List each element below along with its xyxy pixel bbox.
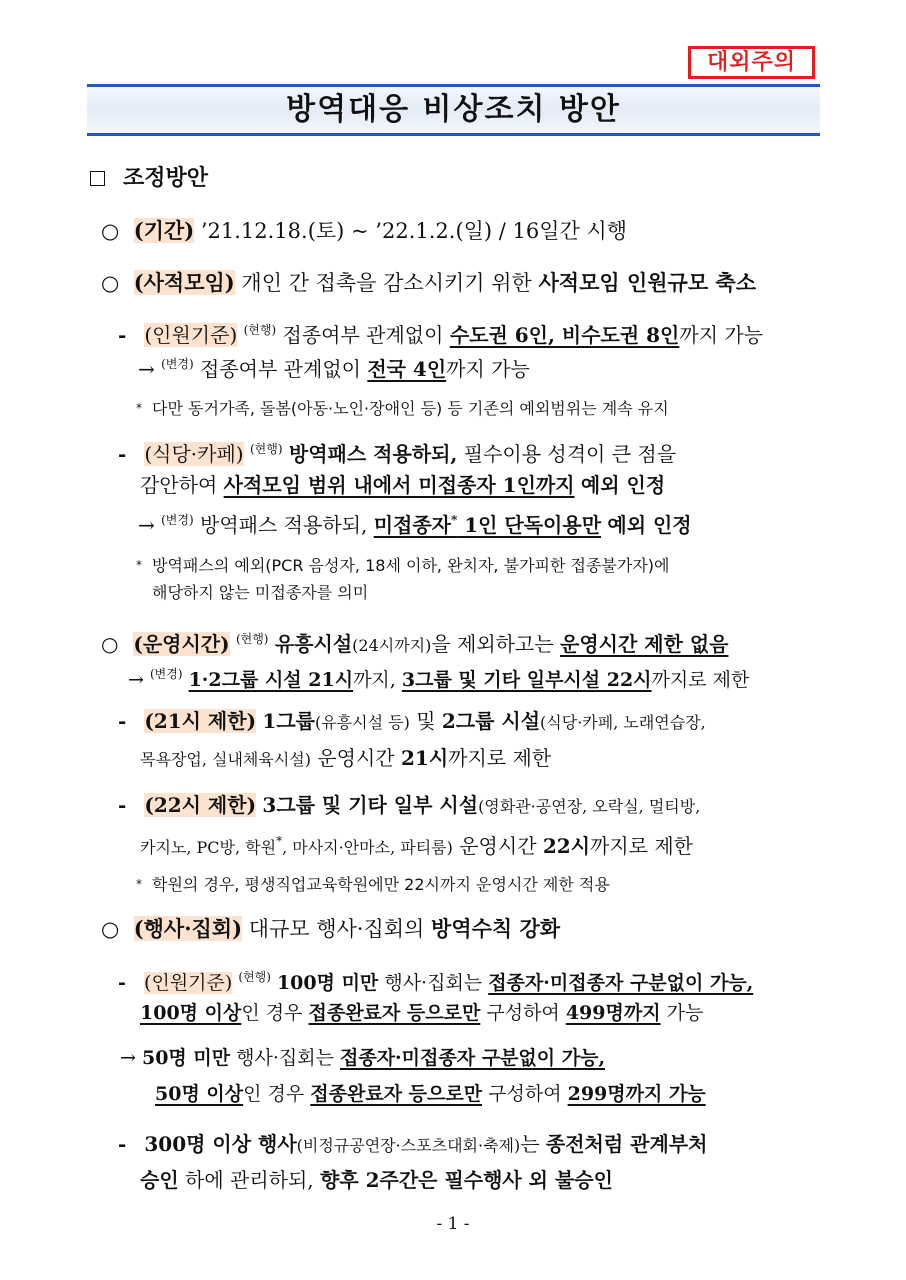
dash-bullet: - [118, 1132, 127, 1156]
circle-bullet-icon: ○ [101, 632, 119, 656]
gathering-sub1-note: * 다만 동거가족, 돌봄(아동·노인·장애인 등) 등 기존의 예외범위는 계속 유지 [136, 399, 669, 418]
circle-bullet-icon: ○ [101, 219, 120, 243]
arrow-right-icon: → [138, 513, 155, 537]
gathering-sub1-line2: → $^{(변경)}$ 접종여부 관계없이 전국 4인까지 가능 [138, 357, 530, 381]
dash-bullet: - [118, 323, 127, 347]
page-title: 방역대응 비상조치 방안 [286, 92, 621, 127]
events-sub1-line3: → 50명 미만 행사·집회는 접종자·미접종자 구분없이 가능, [120, 1047, 606, 1069]
events-item: ○ (행사·집회) 대규모 행사·집회의 방역수칙 강화 [101, 914, 560, 944]
gathering-sub2-note2: 해당하지 않는 미접종자를 의미 [152, 583, 369, 602]
hours-sub2-line1: - (22시 제한) 3그룹 및 기타 일부 시설(영화관·공연장, 오락실, 멀티방, [118, 790, 700, 822]
dash-bullet: - [118, 793, 127, 817]
gathering-sub2-note1: * 방역패스의 예외(PCR 음성자, 18세 이하, 완치자, 불가피한 접종불가자)에 [136, 556, 670, 575]
hours-sub2-note: * 학원의 경우, 평생직업교육학원에만 22시까지 운영시간 제한 적용 [136, 875, 610, 894]
events-sub1-line2: 100명 이상인 경우 접종완료자 등으로만 구성하여 499명까지 가능 [140, 1002, 704, 1024]
gathering-sub2-line2: 감안하여 사적모임 범위 내에서 미접종자 1인까지 예외 인정 [140, 473, 666, 497]
arrow-right-icon: → [120, 1047, 136, 1069]
events-sub2-line1: - 300명 이상 행사(비정규공연장·스포츠대회·축제)는 종전처럼 관계부처 [118, 1129, 707, 1161]
dash-bullet: - [118, 972, 126, 994]
hours-item: ○ (운영시간) $^{(현행)}$ 유흥시설(24시까지)을 제외하고는 운영시간 제한 없음 [101, 624, 729, 661]
dash-bullet: - [118, 709, 127, 733]
hours-sub1-line1: - (21시 제한) 1그룹(유흥시설 등) 및 2그룹 시설(식당·카페, 노래연습장, [118, 706, 706, 738]
gathering-sub2-line3: → $^{(변경)}$ 방역패스 적용하되, 미접종자* 1인 단독이용만 예외 인정 [138, 513, 692, 537]
confidential-stamp: 대외주의 [688, 46, 815, 79]
hours-sub2-line2: 카지노, PC방, 학원*, 마사지·안마소, 파티룸) 운영시간 22시까지로 제한 [140, 834, 693, 858]
dash-bullet: - [118, 442, 127, 466]
section-heading: 조정방안 [90, 163, 208, 194]
gathering-item: ○ (사적모임) 개인 간 접촉을 감소시키기 위한 사적모임 인원규모 축소 [101, 268, 756, 298]
hours-change: → $^{(변경)}$ 1·2그룹 시설 21시까지, 3그룹 및 기타 일부시설 22시까지로 제한 [128, 667, 750, 691]
page-number: - 1 - [436, 1214, 470, 1234]
checkbox-square-icon [90, 171, 105, 186]
period-label: (기간) [133, 218, 195, 243]
gathering-sub1-line1: - (인원기준) $^{(현행)}$ 접종여부 관계없이 수도권 6인, 비수도권 8인까지 가능 [118, 315, 763, 350]
events-sub2-line2: 승인 하에 관리하되, 향후 2주간은 필수행사 외 불승인 [140, 1168, 613, 1192]
arrow-right-icon: → [138, 357, 155, 381]
circle-bullet-icon: ○ [101, 271, 120, 295]
title-banner [87, 84, 820, 136]
arrow-right-icon: → [128, 669, 144, 691]
hours-sub1-line2: 목욕장업, 실내체육시설) 운영시간 21시까지로 제한 [140, 746, 552, 770]
events-sub1-line1: - (인원기준) $^{(현행)}$ 100명 미만 행사·집회는 접종자·미접종자 구분없이 가능, [118, 962, 753, 998]
period-item [101, 216, 627, 246]
events-sub1-line4: 50명 이상인 경우 접종완료자 등으로만 구성하여 299명까지 가능 [155, 1083, 706, 1105]
circle-bullet-icon: ○ [101, 917, 120, 941]
gathering-sub2-line1: - (식당·카페) $^{(현행)}$ 방역패스 적용하되, 필수이용 성격이 큰 점을 [118, 434, 676, 469]
period-text: ’21.12.18.(토) ~ ’22.1.2.(일) / 16일간 시행 [200, 219, 628, 243]
